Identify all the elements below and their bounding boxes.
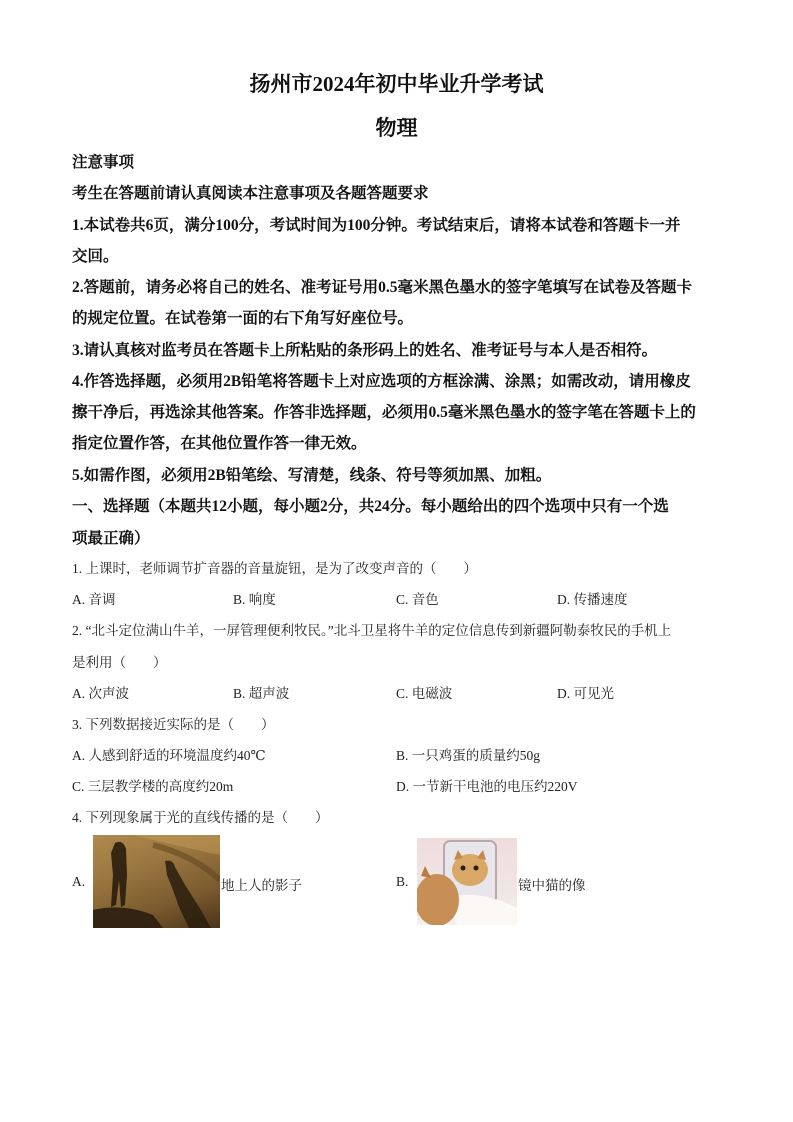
notice-item-1-line1: 1.本试卷共6页，满分100分，考试时间为100分钟。考试结束后，请将本试卷和答题卡一并 bbox=[72, 217, 681, 234]
question-4-stem: 4. 下列现象属于光的直线传播的是（ ） bbox=[72, 810, 329, 825]
notice-intro: 考生在答题前请认真阅读本注意事项及各题答题要求 bbox=[72, 185, 429, 202]
question-3-option-b: B. 一只鸡蛋的质量约50g bbox=[396, 748, 541, 763]
exam-title: 扬州市2024年初中毕业升学考试 bbox=[249, 72, 544, 96]
question-2-stem-cont: 是利用（ ） bbox=[72, 655, 167, 670]
notice-item-1-line2: 交回。 bbox=[72, 248, 119, 265]
notice-item-2-line2: 的规定位置。在试卷第一面的右下角写好座位号。 bbox=[72, 310, 414, 327]
question-1-option-b: B. 响度 bbox=[233, 592, 276, 607]
section-heading-line1: 一、选择题（本题共12小题，每小题2分，共24分。每小题给出的四个选项中只有一个选 bbox=[72, 498, 669, 515]
question-2-option-b: B. 超声波 bbox=[233, 686, 290, 701]
question-2-option-c: C. 电磁波 bbox=[396, 686, 453, 701]
question-1-option-d: D. 传播速度 bbox=[557, 592, 628, 607]
question-4-option-b-label: B. bbox=[396, 874, 409, 889]
notice-item-5: 5.如需作图，必须用2B铅笔绘、写清楚，线条、符号等须加黑、加粗。 bbox=[72, 467, 552, 484]
notice-item-3: 3.请认真核对监考员在答题卡上所粘贴的条形码上的姓名、准考证号与本人是否相符。 bbox=[72, 342, 658, 359]
question-4-option-b-caption: 镜中猫的像 bbox=[518, 878, 586, 893]
cat-in-mirror-photo bbox=[417, 838, 517, 925]
question-2-option-a: A. 次声波 bbox=[72, 686, 129, 701]
question-4-option-a-label: A. bbox=[72, 874, 86, 889]
question-3-option-a: A. 人感到舒适的环境温度约40℃ bbox=[72, 748, 266, 763]
question-4-option-a-caption: 地上人的影子 bbox=[221, 878, 302, 893]
question-1-stem: 1. 上课时，老师调节扩音器的音量旋钮，是为了改变声音的（ ） bbox=[72, 561, 477, 576]
question-1-option-a: A. 音调 bbox=[72, 592, 116, 607]
question-2-stem: 2. “北斗定位满山牛羊，一屏管理便利牧民。”北斗卫星将牛羊的定位信息传到新疆阿勒泰牧民的手机上 bbox=[72, 623, 672, 638]
question-3-stem: 3. 下列数据接近实际的是（ ） bbox=[72, 717, 275, 732]
shadows-photo-icon bbox=[93, 835, 220, 928]
question-1-option-c: C. 音色 bbox=[396, 592, 439, 607]
notice-heading: 注意事项 bbox=[72, 154, 135, 171]
subject-title: 物理 bbox=[375, 116, 418, 140]
question-3-option-d: D. 一节新干电池的电压约220V bbox=[396, 779, 578, 794]
section-heading-line2: 项最正确） bbox=[72, 530, 150, 547]
question-3-option-c: C. 三层教学楼的高度约20m bbox=[72, 779, 234, 794]
cat-mirror-photo-icon bbox=[417, 838, 517, 925]
shadows-on-ground-photo bbox=[93, 835, 220, 928]
notice-item-4-line1: 4.作答选择题，必须用2B铅笔将答题卡上对应选项的方框涂满、涂黑；如需改动，请用橡皮 bbox=[72, 373, 691, 390]
notice-item-4-line3: 指定位置作答，在其他位置作答一律无效。 bbox=[72, 435, 367, 452]
question-2-option-d: D. 可见光 bbox=[557, 686, 614, 701]
notice-item-2-line1: 2.答题前，请务必将自己的姓名、准考证号用0.5毫米黑色墨水的签字笔填写在试卷及答题卡 bbox=[72, 279, 693, 296]
notice-item-4-line2: 擦干净后，再选涂其他答案。作答非选择题，必须用0.5毫米黑色墨水的签字笔在答题卡上的 bbox=[72, 404, 696, 421]
